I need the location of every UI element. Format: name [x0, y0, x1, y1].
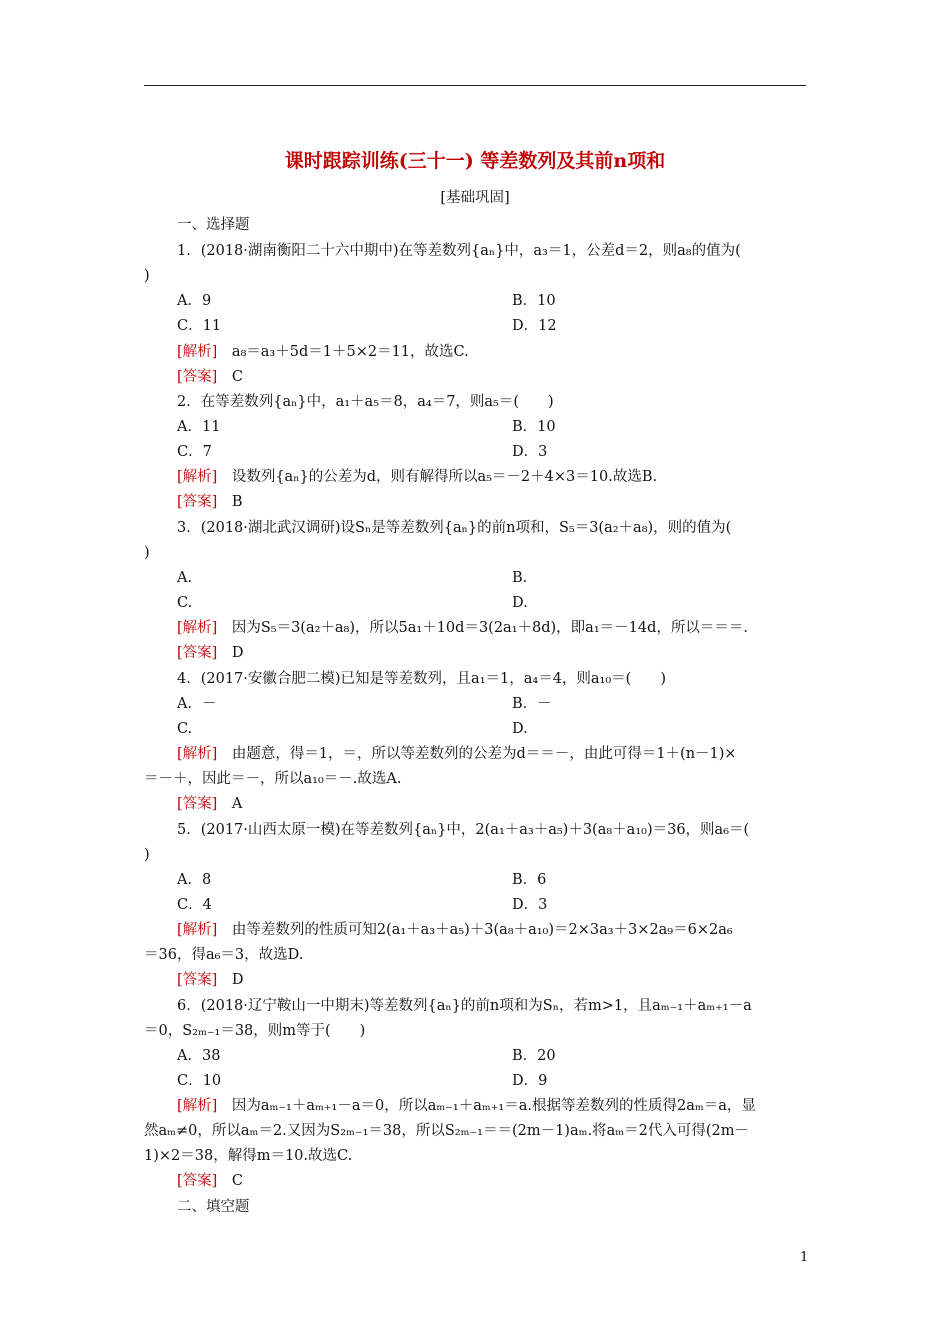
line-text: A．9 — [177, 293, 212, 309]
line-q1an — [177, 341, 806, 363]
line-text: C — [231, 369, 243, 385]
line-text: 二、填空题 — [177, 1199, 250, 1215]
line-text: D. — [512, 721, 528, 737]
line-text: ) — [144, 545, 150, 561]
line-text: 1．(2018·湖南衡阳二十六中期中)在等差数列{aₙ}中，a₃＝1，公差d＝2，则a₈的值为( — [177, 243, 741, 259]
line-q4D — [512, 718, 806, 740]
line-text: 设数列{aₙ}的公差为d，则有解得所以a₅＝－2＋4×3＝10.故选B. — [231, 469, 658, 485]
answer-tag: [答案] — [177, 796, 218, 812]
line-text: C．10 — [177, 1073, 222, 1089]
line-q6an3 — [144, 1145, 806, 1167]
line-q6ans — [177, 1170, 806, 1192]
line-text: D — [231, 645, 244, 661]
line-text: D．3 — [512, 444, 548, 460]
answer-tag: [答案] — [177, 1173, 218, 1189]
line-q1a — [177, 240, 806, 262]
line-q3ans — [177, 642, 806, 664]
answer-tag: [答案] — [177, 645, 218, 661]
line-q1ans — [177, 366, 806, 388]
analysis-tag: [解析] — [177, 1098, 218, 1114]
line-q3a — [177, 517, 806, 539]
line-text: A．8 — [177, 872, 212, 888]
line-text: 2．在等差数列{aₙ}中，a₁＋a₅＝8，a₄＝7，则a₅＝( ) — [177, 394, 554, 410]
line-q1b — [144, 265, 806, 287]
line-text: D．3 — [512, 897, 548, 913]
line-q5B — [512, 869, 806, 891]
line-text: 4．(2017·安徽合肥二模)已知是等差数列，且a₁＝1，a₄＝4，则a₁₀＝( ) — [177, 671, 666, 687]
page-title: 课时跟踪训练(三十一) 等差数列及其前n项和 — [284, 150, 666, 172]
line-text: C. — [177, 721, 193, 737]
line-sec1 — [177, 214, 806, 236]
line-q4an1 — [177, 743, 806, 765]
line-text: C. — [177, 595, 193, 611]
line-text: 由等差数列的性质可知2(a₁＋a₃＋a₅)＋3(a₈＋a₁₀)＝2×3a₃＋3×2a₉＝6×2a₆ — [231, 922, 733, 938]
line-q6an1 — [177, 1095, 806, 1117]
line-text: B．6 — [512, 872, 547, 888]
line-q2ans — [177, 491, 806, 513]
line-q6B — [512, 1045, 806, 1067]
line-text: B. — [512, 570, 528, 586]
line-q4a — [177, 668, 806, 690]
line-q4B — [512, 693, 806, 715]
line-text: ＝－＋，因此＝－，所以a₁₀＝－.故选A. — [144, 771, 402, 787]
line-q1D — [512, 315, 806, 337]
line-text: 6．(2018·辽宁鞍山一中期末)等差数列{aₙ}的前n项和为Sₙ，若m>1，且aₘ₋₁＋aₘ₊₁－a — [177, 998, 752, 1014]
answer-tag: [答案] — [177, 972, 218, 988]
line-q5b — [144, 844, 806, 866]
analysis-tag: [解析] — [177, 746, 218, 762]
line-q3B — [512, 567, 806, 589]
line-q6b — [144, 1020, 806, 1042]
line-q2an — [177, 466, 806, 488]
line-text: 然aₘ≠0，所以aₘ＝2.又因为S₂ₘ₋₁＝38，所以S₂ₘ₋₁＝＝(2m－1)aₘ.将aₘ＝2代入可得(2m－ — [144, 1123, 749, 1139]
line-q5an1 — [177, 919, 806, 941]
line-q4ans — [177, 793, 806, 815]
analysis-tag: [解析] — [177, 620, 218, 636]
answer-tag: [答案] — [177, 494, 218, 510]
answer-tag: [答案] — [177, 369, 218, 385]
line-text: B — [231, 494, 243, 510]
line-text: C．4 — [177, 897, 212, 913]
line-q3an — [177, 617, 806, 639]
line-text: a₈＝a₃＋5d＝1＋5×2＝11，故选C. — [231, 344, 469, 360]
line-text: ＝36，得a₆＝3，故选D. — [144, 947, 304, 963]
line-text: D — [231, 972, 244, 988]
line-q2B — [512, 416, 806, 438]
line-q5ans — [177, 969, 806, 991]
analysis-tag: [解析] — [177, 469, 218, 485]
line-q6an2 — [144, 1120, 806, 1142]
line-q4an2 — [144, 768, 806, 790]
line-q6D — [512, 1070, 806, 1092]
line-text: A．－ — [177, 696, 217, 712]
line-text: 因为S₅＝3(a₂＋a₈)，所以5a₁＋10d＝3(2a₁＋8d)，即a₁＝－14d，所以＝＝＝. — [231, 620, 748, 636]
line-q5a — [177, 819, 806, 841]
line-q6a — [177, 995, 806, 1017]
line-sec2 — [177, 1196, 806, 1218]
header-rule — [144, 85, 806, 86]
line-text: B．10 — [512, 419, 556, 435]
line-q1B — [512, 290, 806, 312]
line-text: 由题意，得＝1，＝，所以等差数列的公差为d＝＝－，由此可得＝1＋(n－1)× — [231, 746, 737, 762]
line-text: B．－ — [512, 696, 552, 712]
line-text: D．9 — [512, 1073, 548, 1089]
line-text: A — [231, 796, 243, 812]
line-text: B．20 — [512, 1048, 556, 1064]
line-text: 一、选择题 — [177, 217, 250, 233]
line-q5an2 — [144, 944, 806, 966]
section-subtitle: [基础巩固] — [440, 190, 510, 206]
line-text: D．12 — [512, 318, 557, 334]
line-q2D — [512, 441, 806, 463]
line-text: C — [231, 1173, 243, 1189]
line-text: ＝0，S₂ₘ₋₁＝38，则m等于( ) — [144, 1023, 366, 1039]
line-q2a — [177, 391, 806, 413]
line-text: 1)×2＝38，解得m＝10.故选C. — [144, 1148, 353, 1164]
line-text: ) — [144, 847, 150, 863]
line-text: C．7 — [177, 444, 212, 460]
line-text: A. — [177, 570, 193, 586]
line-text: A．38 — [177, 1048, 221, 1064]
line-q3D — [512, 592, 806, 614]
line-text: A．11 — [177, 419, 221, 435]
analysis-tag: [解析] — [177, 344, 218, 360]
line-text: B．10 — [512, 293, 556, 309]
line-text: 因为aₘ₋₁＋aₘ₊₁－a＝0，所以aₘ₋₁＋aₘ₊₁＝a.根据等差数列的性质得2aₘ＝a，显 — [231, 1098, 756, 1114]
line-text: 3．(2018·湖北武汉调研)设Sₙ是等差数列{aₙ}的前n项和，S₅＝3(a₂＋a₈)，则的值为( — [177, 520, 732, 536]
analysis-tag: [解析] — [177, 922, 218, 938]
line-text: C．11 — [177, 318, 222, 334]
line-text: D. — [512, 595, 528, 611]
line-q3b — [144, 542, 806, 564]
line-q5D — [512, 894, 806, 916]
line-text: ) — [144, 268, 150, 284]
line-text: 5．(2017·山西太原一模)在等差数列{aₙ}中，2(a₁＋a₃＋a₅)＋3(a₈＋a₁₀)＝36，则a₆＝( — [177, 822, 750, 838]
page-number: 1 — [800, 1250, 809, 1265]
